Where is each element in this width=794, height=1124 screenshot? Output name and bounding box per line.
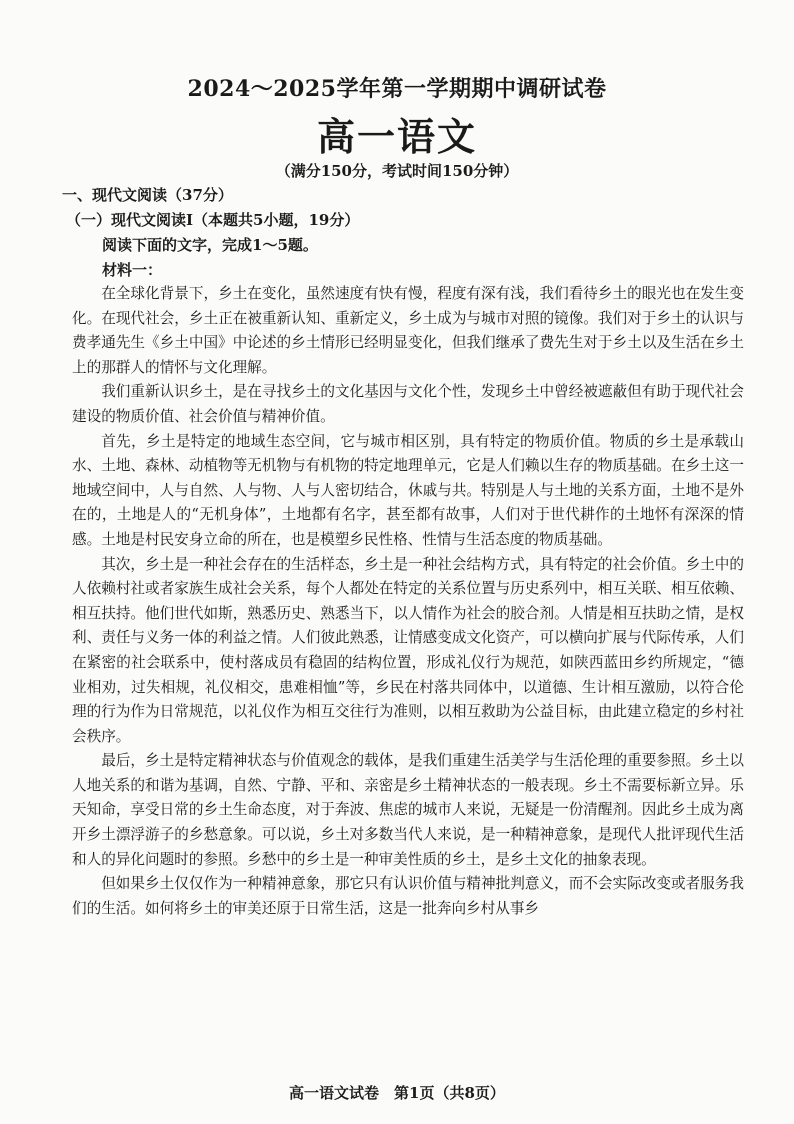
subject-title: 高一语文 (316, 114, 477, 159)
paragraph: 在全球化背景下，乡土在变化，虽然速度有快有慢，程度有深有浅，我们看待乡土的眼光也在发生变化。在现代社会，乡土正在被重新认知、重新定义，乡土成为与城市对照的镜像。我们对于乡土的认识与费孝通先生《乡土中国》中论述的乡土情形已经明显变化，但我们继承了费先生对于乡土以及生活在乡土上的那群人的情怀与文化理解。 (72, 285, 744, 376)
score-info: （满分150分，考试时间150分钟） (275, 162, 519, 180)
paragraph: 首先，乡土是特定的地域生态空间，它与城市相区别，具有特定的物质价值。物质的乡土是承载山水、土地、森林、动植物等无机物与有机物的特定地理单元，它是人们赖以生存的物质基础。在乡土这一地域空间中，人与自然、人与物、人与人密切结合，休戚与共。特别是人与土地的关系方面，土地不是外在的，土地是人的“无机身体”，土地都有名字，甚至都有故事，人们对于世代耕作的土地怀有深深的情感。土地是村民安身立命的所在，也是模塑乡民性格、性情与生活态度的物质基础。 (72, 432, 744, 548)
material-label: 材料一： (102, 261, 163, 279)
paragraph: 最后，乡土是特定精神状态与价值观念的载体，是我们重建生活美学与生活伦理的重要参照。乡土以人地关系的和谐为基调，自然、宁静、平和、亲密是乡土精神状态的一般表现。乡土不需要标新立异。乐天知命，享受日常的乡土生命态度，对于奔波、焦虑的城市人来说，无疑是一份清醒剂。因此乡土成为离开乡土漂浮游子的乡愁意象。可以说，乡土对多数当代人来说，是一种精神意象，是现代人批评现代生活和人的异化问题时的参照。乡愁中的乡土是一种审美性质的乡土，是乡土文化的抽象表现。 (72, 752, 744, 868)
section-heading: 一、现代文阅读（37分） (62, 186, 233, 204)
reading-instruction: 阅读下面的文字，完成1～5题。 (102, 236, 318, 254)
paragraph: 其次，乡土是一种社会存在的生活样态，乡土是一种社会结构方式，具有特定的社会价值。乡土中的人依赖村社或者家族生成社会关系，每个人都处在特定的关系位置与历史系列中，相互关联、相互依赖、相互扶持。他们世代如斯，熟悉历史、熟悉当下，以人情作为社会的胶合剂。人情是相互扶助之情，是权利、责任与义务一体的利益之情。人们彼此熟悉，让情感变成文化资产，可以横向扩展与代际传承，人们在紧密的社会联系中，使村落成员有稳固的结构位置，形成礼仪行为规范，如陕西蓝田乡约所规定，“德业相劝，过失相规，礼仪相交，患难相恤”等，乡民在村落共同体中，以道德、生计相互激励，以符合伦理的行为作为日常规范，以礼仪作为相互交往行为准则，以相互救助为公益目标，由此建立稳定的乡村社会秩序。 (72, 555, 744, 745)
paragraph: 但如果乡土仅仅作为一种精神意象，那它只有认识价值与精神批判意义，而不会实际改变或者服务我们的生活。如何将乡土的审美还原于日常生活，这是一批奔向乡村从事乡 (72, 875, 744, 917)
subsection-heading: （一）现代文阅读Ⅰ（本题共5小题，19分） (66, 211, 360, 229)
exam-title: 2024～2025学年第一学期期中调研试卷 (187, 76, 607, 102)
paragraph: 我们重新认识乡土，是在寻找乡土的文化基因与文化个性，发现乡土中曾经被遮蔽但有助于现代社会建设的物质价值、社会价值与精神价值。 (72, 383, 744, 425)
reading-passage (72, 282, 744, 921)
page-footer: 高一语文试卷 第1页（共8页） (289, 1084, 505, 1102)
